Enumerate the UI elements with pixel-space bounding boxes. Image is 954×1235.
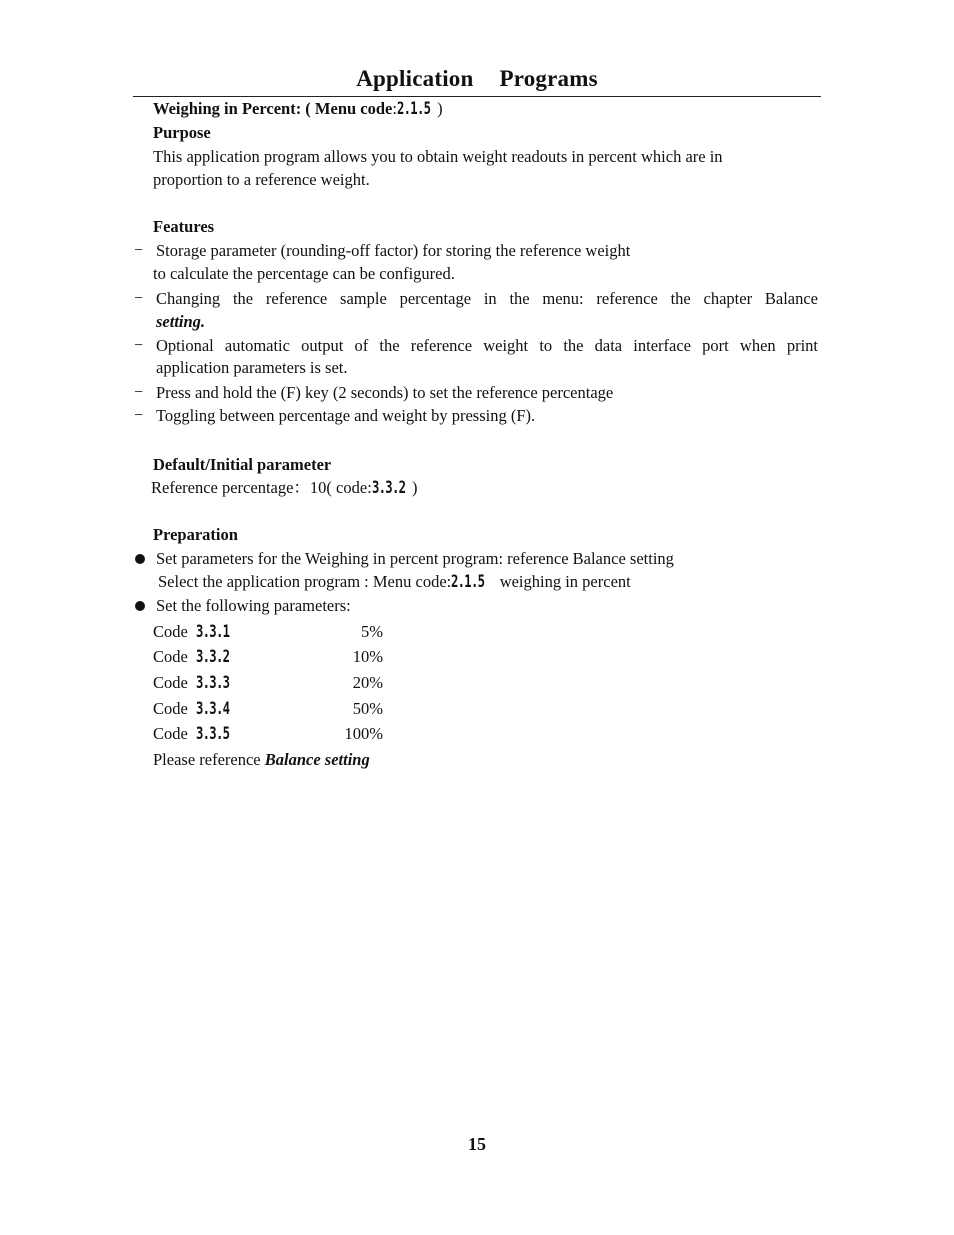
segment-code: 2.1.5 bbox=[451, 572, 485, 592]
dash-marker: − bbox=[134, 407, 144, 424]
code-value: 5% bbox=[361, 622, 383, 641]
code-label: Code bbox=[153, 673, 188, 692]
section-heading-text: Weighing in Percent: ( Menu code bbox=[153, 99, 393, 118]
segment-code: 3.3.2 bbox=[371, 478, 406, 498]
feature-item-3-line1: Optional automatic output of the reference weight to the data interface port when print bbox=[156, 336, 818, 355]
default-param-suffix: ) bbox=[411, 478, 418, 497]
preparation-select-text: Select the application program : Menu code: bbox=[158, 572, 452, 591]
section-heading-suffix: ) bbox=[437, 99, 443, 118]
code-row bbox=[153, 671, 236, 695]
preparation-footer-text: Please reference bbox=[153, 750, 265, 769]
dash-marker: − bbox=[134, 337, 144, 354]
default-param-text bbox=[151, 476, 417, 500]
feature-item-2-line1: Changing the reference sample percentage in the menu: reference the chapter Balance bbox=[156, 289, 818, 308]
segment-code: 3.3.5 bbox=[196, 724, 230, 744]
feature-item-1-line2: to calculate the percentage can be configured. bbox=[153, 264, 455, 283]
preparation-heading: Preparation bbox=[153, 525, 238, 544]
page-title-left: Application bbox=[356, 66, 474, 91]
features-heading: Features bbox=[153, 217, 215, 236]
segment-code: 3.3.1 bbox=[196, 622, 230, 642]
segment-code: 3.3.2 bbox=[196, 647, 230, 667]
code-value: 100% bbox=[344, 724, 383, 743]
feature-item-5: Toggling between percentage and weight by pressing (F). bbox=[156, 406, 536, 425]
feature-item-2-line2: setting. bbox=[156, 312, 206, 331]
code-label: Code bbox=[153, 647, 188, 666]
dash-marker: − bbox=[134, 242, 144, 259]
bullet-icon bbox=[135, 554, 145, 564]
default-param-heading: Default/Initial parameter bbox=[153, 455, 332, 474]
dash-marker: − bbox=[134, 290, 144, 307]
preparation-bullet-2: Set the following parameters: bbox=[156, 596, 351, 615]
dash-marker: − bbox=[134, 384, 144, 401]
page-number: 15 bbox=[468, 1134, 486, 1154]
code-row bbox=[153, 722, 236, 746]
code-value: 10% bbox=[352, 647, 383, 666]
segment-code: 3.3.3 bbox=[196, 673, 230, 693]
page-title-right: Programs bbox=[499, 66, 598, 91]
purpose-heading: Purpose bbox=[153, 123, 211, 142]
purpose-text-line2: proportion to a reference weight. bbox=[153, 170, 370, 189]
code-value: 20% bbox=[352, 673, 383, 692]
code-row bbox=[153, 620, 236, 644]
feature-item-3-line2: application parameters is set. bbox=[156, 358, 348, 377]
segment-code: 3.3.4 bbox=[196, 699, 230, 719]
code-row bbox=[153, 697, 236, 721]
code-row bbox=[153, 645, 236, 669]
section-heading bbox=[153, 97, 443, 121]
bullet-icon bbox=[135, 601, 145, 611]
code-label: Code bbox=[153, 622, 188, 641]
default-param-label: Reference percentage：10( code: bbox=[151, 478, 372, 497]
feature-item-4: Press and hold the (F) key (2 seconds) to set the reference percentage bbox=[156, 383, 614, 402]
preparation-bullet-1-line1: Set parameters for the Weighing in percent program: reference Balance setting bbox=[156, 549, 674, 568]
preparation-select-suffix: weighing in percent bbox=[499, 572, 631, 591]
preparation-footer-link-text: Balance setting bbox=[264, 750, 370, 769]
preparation-footer bbox=[153, 748, 370, 771]
preparation-bullet-1-line2 bbox=[158, 570, 631, 594]
code-label: Code bbox=[153, 724, 188, 743]
segment-code: 2.1.5 bbox=[396, 99, 431, 119]
code-label: Code bbox=[153, 699, 188, 718]
code-value: 50% bbox=[352, 699, 383, 718]
feature-item-1-line1: Storage parameter (rounding-off factor) for storing the reference weight bbox=[156, 241, 631, 260]
section-heading-colon: : bbox=[392, 99, 397, 118]
purpose-text-line1: This application program allows you to obtain weight readouts in percent which are in bbox=[153, 147, 723, 166]
page-title bbox=[0, 66, 954, 92]
